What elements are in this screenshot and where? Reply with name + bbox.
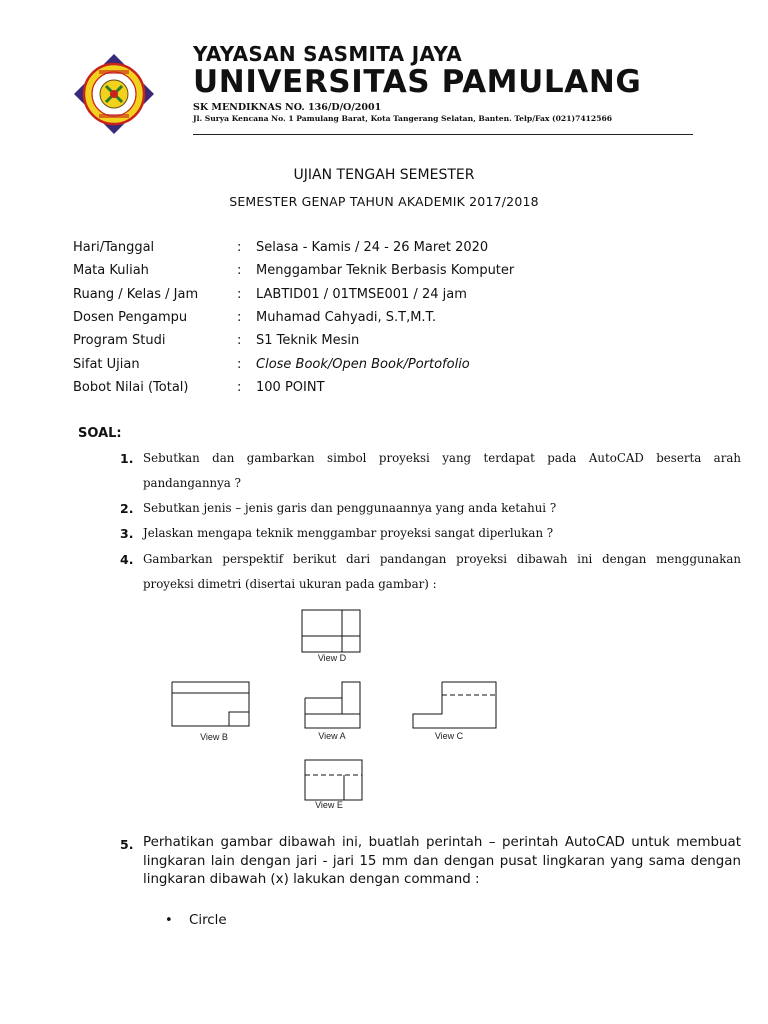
projection-views-drawing (160, 604, 510, 814)
info-label: Bobot Nilai (Total) (73, 380, 189, 395)
view-a-label: View A (318, 731, 346, 741)
info-colon: : (237, 380, 242, 395)
info-colon: : (237, 240, 242, 255)
university-name: UNIVERSITAS PAMULANG (193, 64, 642, 100)
question-number: 5. (120, 837, 134, 852)
questions-heading: SOAL: (78, 426, 122, 441)
info-colon: : (237, 263, 242, 278)
bullet-item: Circle (189, 913, 227, 928)
info-value: 100 POINT (256, 380, 325, 395)
info-value: Muhamad Cahyadi, S.T,M.T. (256, 310, 437, 325)
university-address: Jl. Surya Kencana No. 1 Pamulang Barat, Kota Tangerang Selatan, Banten. Telp/Fax (021)7412566 (193, 114, 613, 123)
info-label: Program Studi (73, 333, 166, 348)
view-c-drawing (413, 682, 496, 728)
info-value: Selasa - Kamis / 24 - 26 Maret 2020 (256, 240, 489, 255)
question-number: 4. (120, 552, 134, 567)
question-text: Perhatikan gambar dibawah ini, buatlah perintah – perintah AutoCAD untuk membuat lingkaran lain dengan jari - jari 15 mm dan dengan pusat lingkaran yang sama dengan lingkaran dibawah (x) lakukan dengan command : (143, 835, 741, 887)
view-e-drawing (305, 760, 362, 800)
info-colon: : (237, 333, 242, 348)
info-label: Ruang / Kelas / Jam (73, 287, 199, 302)
info-value: Menggambar Teknik Berbasis Komputer (256, 263, 515, 278)
view-a-drawing (305, 682, 360, 728)
question-text: Sebutkan jenis – jenis garis dan penggunaannya yang anda ketahui ? (143, 501, 557, 515)
exam-title: UJIAN TENGAH SEMESTER (293, 167, 475, 183)
info-label: Mata Kuliah (73, 263, 149, 278)
info-colon: : (237, 357, 242, 372)
view-d-label: View D (317, 653, 347, 663)
header-divider (193, 134, 693, 135)
info-label: Dosen Pengampu (73, 310, 188, 325)
question-text: Jelaskan mengapa teknik menggambar proyeksi sangat diperlukan ? (143, 526, 554, 540)
question-text: Sebutkan dan gambarkan simbol proyeksi yang terdapat pada AutoCAD beserta arah pandangannya ? (143, 451, 741, 490)
info-label: Sifat Ujian (73, 357, 140, 372)
info-value: LABTID01 / 01TMSE001 / 24 jam (256, 287, 467, 302)
question-text: Gambarkan perspektif berikut dari pandangan proyeksi dibawah ini dengan menggunakan proyeksi dimetri (disertai ukuran pada gambar) : (143, 552, 741, 591)
view-c-label: View C (434, 731, 464, 741)
info-colon: : (237, 310, 242, 325)
decree-number: SK MENDIKNAS NO. 136/D/O/2001 (193, 102, 382, 113)
university-seal-logo-icon (72, 52, 156, 136)
view-b-label: View B (200, 732, 228, 742)
info-colon: : (237, 287, 242, 302)
question-number: 1. (120, 451, 134, 466)
view-d-drawing (302, 610, 360, 652)
question-number: 2. (120, 501, 134, 516)
foundation-name: YAYASAN SASMITA JAYA (193, 42, 462, 66)
info-value: S1 Teknik Mesin (256, 333, 360, 348)
semester-title: SEMESTER GENAP TAHUN AKADEMIK 2017/2018 (229, 194, 539, 209)
info-value: Close Book/Open Book/Portofolio (256, 357, 470, 372)
info-label: Hari/Tanggal (73, 240, 155, 255)
question-number: 3. (120, 526, 134, 541)
view-e-label: View E (315, 800, 343, 810)
view-b-drawing (172, 682, 249, 726)
bullet-icon: • (165, 913, 173, 928)
